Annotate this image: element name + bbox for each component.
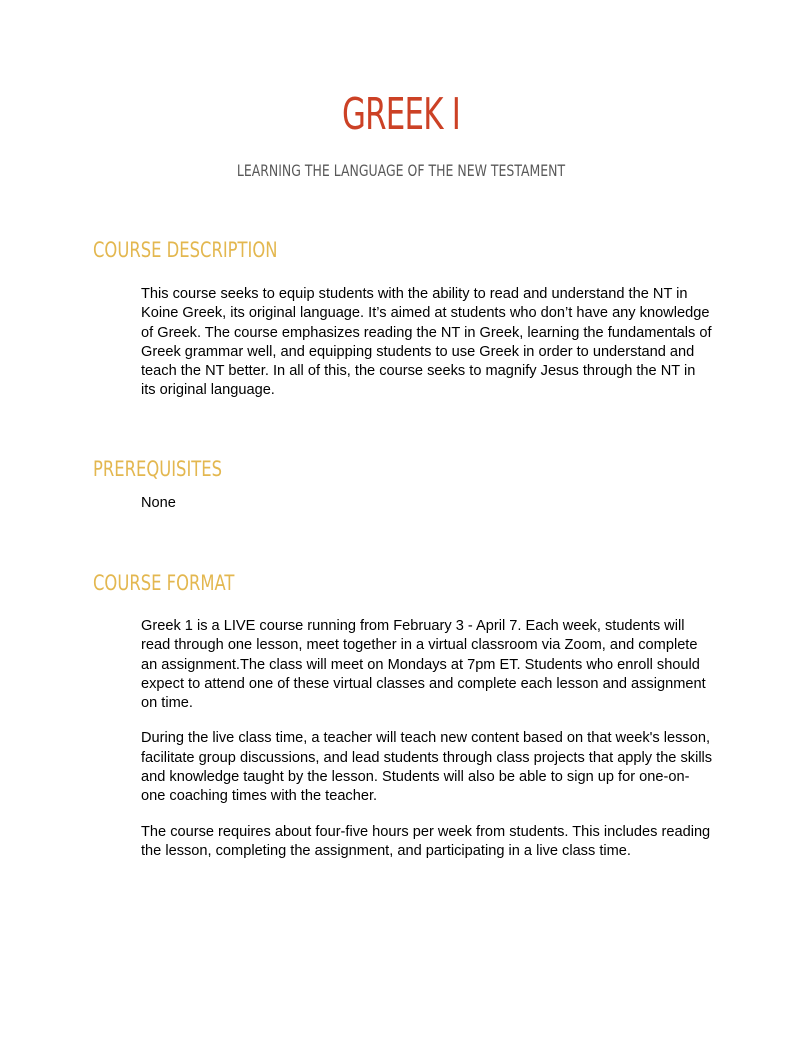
course-description-heading: COURSE DESCRIPTION [93,238,278,262]
course-format-paragraph-2: During the live class time, a teacher will teach new content based on that week's lesson, facilitate group discussions, and lead students through class projects that apply the skills and knowledge taught by the lesson. Students will also be able to sign up for one-on-one coaching times with the teacher. [141,730,713,805]
document-title: GREEK I [341,89,461,140]
course-description-paragraph: This course seeks to equip students with the ability to read and understand the NT in Koine Greek, its original language. It’s aimed at students who don’t have any knowledge of Greek. The course emphasizes reading the NT in Greek, learning the fundamentals of Greek grammar well, and equipping students to use Greek in order to understand and teach the NT better. In all of this, the course seeks to magnify Jesus through the NT in its original language. [141,286,712,399]
prerequisites-body [141,494,713,529]
document-subtitle: LEARNING THE LANGUAGE OF THE NEW TESTAMENT [236,161,566,180]
course-description-body [141,285,713,417]
course-format-body [141,617,713,877]
prerequisites-paragraph: None [141,495,176,511]
course-format-heading: COURSE FORMAT [93,571,235,595]
prerequisites-heading: PREREQUISITES [93,457,223,481]
course-format-paragraph-1: Greek 1 is a LIVE course running from February 3 - April 7. Each week, students will read through one lesson, meet together in a virtual classroom via Zoom, and complete an assignment.The class will meet on Mondays at 7pm ET. Students who enroll should expect to attend one of these virtual classes and complete each lesson and assignment on time. [141,618,706,712]
course-format-paragraph-3: The course requires about four-five hours per week from students. This includes reading the lesson, completing the assignment, and participating in a live class time. [141,823,711,859]
